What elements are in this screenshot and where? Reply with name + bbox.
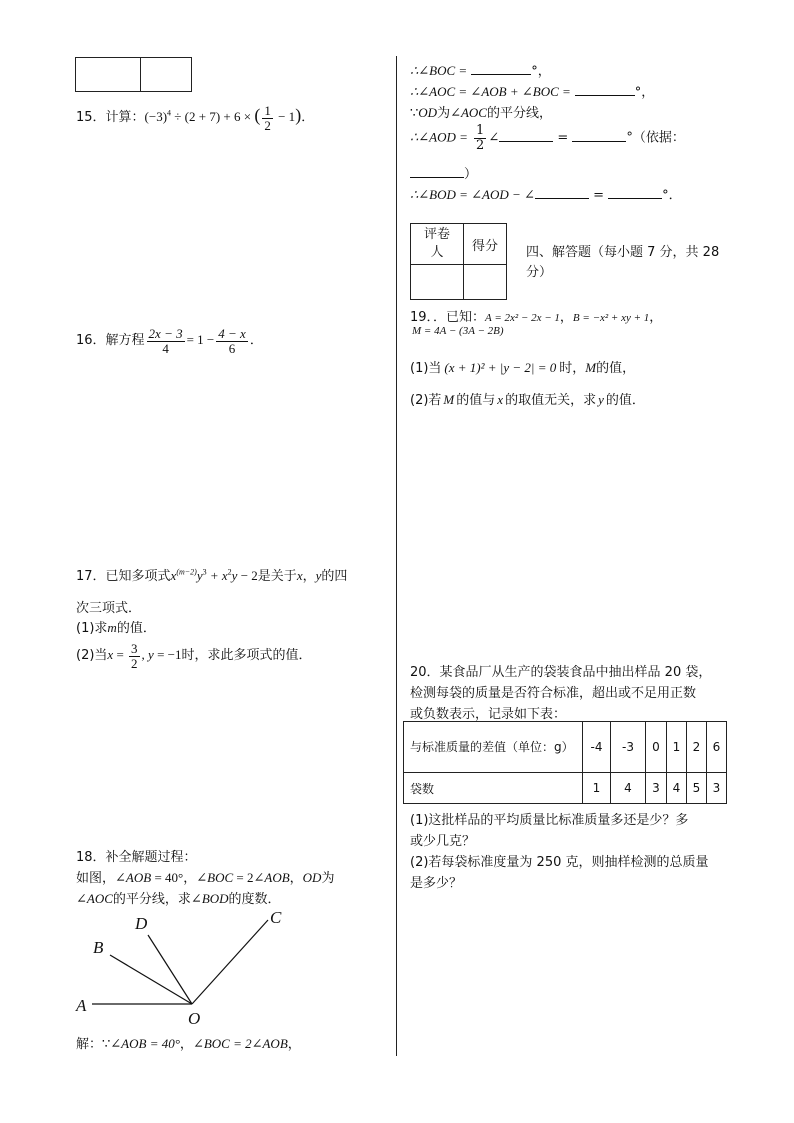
- q15-expression: $(-3)^4 \div (2 + 7) + 6$ × ( $\frac{1}{2}$ − 1)．: [144, 103, 315, 133]
- table-header-text: 与标准质量的差值（单位：g）: [410, 740, 574, 754]
- q19-p2-end: 的值．: [605, 393, 645, 408]
- q19-p1-end: 的值，: [596, 361, 636, 376]
- sol-line-3: [410, 102, 552, 121]
- because-symbol: ∵: [410, 106, 419, 121]
- sol-l6-pre: ∴∠BOD = ∠AOD − ∠: [410, 187, 535, 202]
- q19-p2-mid: 的值与: [456, 393, 496, 408]
- q18-solution-start: [76, 1033, 301, 1052]
- q19-part2: [410, 389, 645, 408]
- answer-blank[interactable]: [499, 129, 553, 142]
- q18-text-end: 为: [321, 871, 335, 886]
- question-17: [76, 565, 347, 584]
- q18-text-end: 的度数．: [228, 892, 281, 907]
- grader-label-2: 人: [430, 245, 444, 260]
- table-cell: 3: [707, 773, 727, 804]
- answer-blank[interactable]: [608, 186, 662, 199]
- var-y: y: [315, 568, 322, 583]
- q20-line3: 或负数表示，记录如下表：: [410, 707, 567, 722]
- table-cell: -3: [611, 722, 646, 773]
- table-cell: 5: [687, 773, 707, 804]
- q17-text-end: 的四: [321, 569, 348, 584]
- q19-m: M = 4A − (3A − 2B): [412, 325, 504, 337]
- sol-angle-aoc: ∠AOC: [450, 105, 487, 120]
- answer-blank[interactable]: [535, 186, 589, 199]
- q18-cond1: ∠AOB = 40°: [115, 870, 184, 885]
- sol-text: 为: [437, 106, 451, 121]
- table-row: [404, 722, 727, 773]
- var-m: m: [107, 620, 117, 635]
- comma: ，: [289, 871, 303, 886]
- q16-label: 16．解方程: [76, 333, 145, 349]
- table-cell: 1: [583, 773, 611, 804]
- section-4-heading: 四、解答题（每小题 7 分，共 28 分）: [526, 245, 720, 280]
- q19-p1-expr: (x + 1)² + |y − 2| = 0: [444, 360, 557, 375]
- table-cell: -4: [583, 722, 611, 773]
- q20-part2a: (2)若每袋标准度量为 250 克，则抽样检测的总质量: [410, 855, 709, 870]
- table-header-cell: [404, 722, 583, 773]
- q17-polynomial: $x^{(m-2)}y^3 + x^2y - 2$: [170, 567, 258, 583]
- var-y: y: [598, 392, 604, 407]
- q19-label: 19．．已知：: [410, 310, 486, 325]
- sol-l6-end: °．: [662, 188, 682, 203]
- q18-cond2: ∠BOC = 2∠AOB: [196, 870, 290, 885]
- table-cell: 1: [667, 722, 687, 773]
- q19-p2-mid2: 的取值无关，求: [505, 393, 597, 408]
- sol-l1-pre: ∴∠BOC =: [410, 63, 468, 78]
- q19-p1-pre: (1)当: [410, 361, 442, 376]
- var-m: M: [585, 360, 597, 375]
- sol-text-end: 的平分线，: [486, 106, 552, 121]
- q15-label: 15．计算：: [76, 110, 145, 126]
- label-b: B: [93, 938, 104, 957]
- q20-table: [403, 721, 727, 804]
- table-cell: 0: [646, 722, 667, 773]
- angle-symbol: ∠: [488, 129, 500, 145]
- q18-sol1: ∠AOB = 40°: [110, 1036, 180, 1051]
- q17-line2: 次三项式．: [76, 601, 142, 616]
- q17-part1-post: 的值．: [116, 621, 156, 636]
- q16-equation: $\frac{2x - 3}{4}$ = 1 − $\frac{4 - x}{6}$ ．: [148, 326, 263, 356]
- frac-den: 2: [476, 137, 485, 153]
- sol-l4-pre: ∴∠AOD =: [410, 129, 468, 145]
- q18-angle-bod: ∠BOD: [190, 891, 229, 906]
- q20-part1a: (1)这批样品的平均质量比标准质量多还是少？多: [410, 813, 689, 828]
- table-cell: 3: [646, 773, 667, 804]
- score-input[interactable]: [464, 265, 507, 300]
- comma: ，: [649, 310, 663, 325]
- table-cell: 4: [611, 773, 646, 804]
- column-divider: [396, 56, 397, 1056]
- equals: =: [557, 130, 569, 146]
- question-16: [76, 327, 263, 355]
- sol-line-4: [410, 124, 685, 152]
- table-cell: 6: [707, 722, 727, 773]
- table-cell: 4: [667, 773, 687, 804]
- sol-line-5: [410, 163, 477, 182]
- q18-od: OD: [302, 870, 322, 885]
- q18-angle-aoc: ∠AOC: [76, 891, 113, 906]
- table-header-cell: 袋数: [404, 773, 583, 804]
- sol-l1-end: °，: [531, 64, 551, 79]
- comma: ，: [302, 569, 316, 584]
- label-a: A: [76, 996, 87, 1015]
- var-x: x: [296, 568, 303, 583]
- q19-line1: [410, 306, 662, 325]
- q19-p2-pre: (2)若: [410, 393, 442, 408]
- sol-line-2: [410, 81, 654, 100]
- label-c: C: [270, 908, 282, 927]
- sol-line-6: [410, 184, 682, 203]
- frac-num: 1: [476, 123, 485, 138]
- score-cell: [141, 58, 192, 92]
- sol-l5-end: ）: [464, 167, 478, 182]
- ray-ob: [110, 955, 192, 1004]
- q17-part2-pre: (2)当: [76, 648, 108, 664]
- sol-l2-pre: ∴∠AOC = ∠AOB + ∠BOC =: [410, 84, 571, 99]
- label-o: O: [188, 1009, 201, 1028]
- q19-b: B = −x² + xy + 1: [572, 312, 650, 324]
- var-x: x: [497, 392, 504, 407]
- score-box-top: [75, 57, 192, 92]
- half-fraction: [474, 124, 486, 152]
- q20-line1: 20．某食品厂从生产的袋装食品中抽出样品 20 袋，: [410, 665, 712, 680]
- ray-od: [148, 935, 192, 1004]
- q18-label: 18．补全解题过程：: [76, 850, 197, 865]
- grader-table: [410, 223, 507, 300]
- grader-label-1: 评卷: [423, 227, 450, 242]
- score-cell: [76, 58, 141, 92]
- label-d: D: [135, 914, 148, 933]
- q20-line2: 检测每袋的质量是否符合标准，超出或不足用正数: [410, 686, 697, 701]
- q20-part1b: 或少几克？: [410, 834, 476, 849]
- q19-a: A = 2x² − 2x − 1: [485, 312, 560, 324]
- answer-blank[interactable]: [471, 62, 531, 75]
- q17-part2-values: x = $\frac{3}{2}$ , y = −1: [107, 641, 182, 671]
- q18-line2: [76, 867, 334, 886]
- score-cell-header: [464, 224, 507, 265]
- comma: ，: [179, 1037, 193, 1052]
- comma: ，: [287, 1037, 301, 1052]
- answer-blank[interactable]: [572, 129, 626, 142]
- q18-text: 如图，: [76, 871, 116, 886]
- sol-line-1: [410, 60, 551, 79]
- comma: ，: [559, 310, 573, 325]
- q18-sol2: ∠BOC = 2∠AOB: [192, 1036, 288, 1051]
- q19-p1-mid: 时，: [559, 361, 586, 376]
- q17-part1-pre: (1)求: [76, 621, 108, 636]
- var-m: M: [443, 392, 455, 407]
- q17-part2: [76, 642, 312, 670]
- comma: ，: [183, 871, 197, 886]
- q17-text: 是关于: [257, 569, 297, 584]
- table-row: [404, 773, 727, 804]
- equals: =: [593, 188, 604, 203]
- grader-input[interactable]: [411, 265, 464, 300]
- sol-l2-end: °，: [634, 85, 655, 100]
- q17-label: 17．已知多项式: [76, 569, 171, 584]
- q17-part1: [76, 617, 156, 636]
- sol-od: OD: [418, 105, 438, 120]
- answer-blank[interactable]: [410, 165, 464, 178]
- answer-blank[interactable]: [575, 83, 635, 96]
- q20-part2b: 是多少？: [410, 876, 463, 891]
- q17-part2-post: 时，求此多项式的值．: [181, 648, 312, 664]
- question-15: [76, 104, 314, 132]
- q19-part1: [410, 357, 635, 376]
- score-label: 得分: [471, 238, 498, 254]
- grader-cell-header: [411, 224, 464, 265]
- sol-l4-end: °（依据：: [626, 130, 685, 146]
- q18-text: 的平分线，求: [112, 892, 191, 907]
- q18-solution-pre: 解：∵: [76, 1037, 111, 1052]
- table-cell: 2: [687, 722, 707, 773]
- ray-oc: [192, 920, 268, 1004]
- angle-diagram: [70, 905, 300, 1030]
